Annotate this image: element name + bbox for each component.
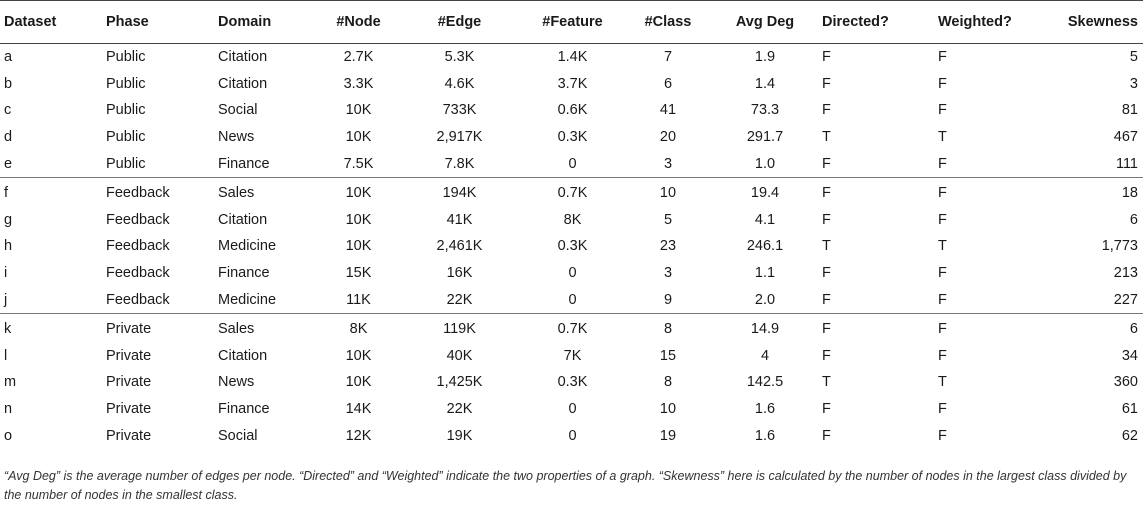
table-cell: Public — [106, 155, 146, 172]
table-cell: Citation — [218, 49, 268, 66]
table-cell: F — [822, 185, 831, 202]
table-cell: k — [4, 321, 12, 338]
header-row — [0, 1, 1143, 44]
table-cell: 111 — [1115, 155, 1138, 172]
table-row — [0, 44, 1143, 71]
table-cell: d — [4, 129, 13, 146]
table-cell: F — [822, 49, 831, 66]
table-cell: Citation — [218, 75, 268, 92]
table-cell: Feedback — [106, 291, 170, 308]
table-cell: 2.7K — [343, 49, 374, 66]
table-row — [0, 71, 1143, 98]
table-cell: 0 — [568, 155, 577, 172]
table-cell: l — [4, 347, 8, 364]
header-cell: Weighted? — [938, 14, 1012, 30]
table-row — [0, 396, 1143, 423]
table-cell: 15K — [345, 265, 372, 282]
table-cell: Private — [106, 427, 152, 444]
table-cell: o — [4, 427, 13, 444]
table-cell: 360 — [1113, 374, 1138, 391]
table-cell: Sales — [218, 321, 255, 338]
table-cell: 19K — [446, 427, 473, 444]
header-cell: Skewness — [1067, 14, 1138, 30]
table-cell: 12K — [345, 427, 372, 444]
table-row — [0, 422, 1143, 449]
table-cell: Public — [106, 49, 146, 66]
table-cell: F — [938, 185, 947, 202]
table-cell: T — [938, 374, 947, 391]
table-cell: 467 — [1113, 129, 1138, 146]
table-cell: Finance — [218, 155, 270, 172]
table-cell: F — [938, 427, 947, 444]
table-row — [0, 369, 1143, 396]
table-cell: a — [4, 49, 13, 66]
table-cell: 8K — [563, 211, 582, 228]
table-cell: i — [4, 265, 8, 282]
table-cell: 41K — [446, 211, 473, 228]
table-cell: 7K — [563, 347, 582, 364]
table-cell: e — [4, 155, 13, 172]
table-row — [0, 150, 1143, 177]
table-row — [0, 233, 1143, 260]
table-cell: 2,461K — [436, 238, 483, 255]
table-cell: Public — [106, 75, 146, 92]
table-cell: Finance — [218, 401, 270, 418]
table-cell: F — [938, 49, 947, 66]
table-cell: 2,917K — [436, 129, 483, 146]
table-cell: Social — [218, 427, 258, 444]
table-cell: 8K — [349, 321, 368, 338]
table-cell: f — [4, 185, 9, 202]
table-cell: 5 — [663, 211, 673, 228]
table-cell: 3 — [663, 265, 673, 282]
table-cell: 6 — [663, 75, 673, 92]
table-cell: 1.9 — [754, 49, 776, 66]
table-cell: 10K — [345, 185, 372, 202]
table-cell: F — [822, 75, 831, 92]
table-cell: 14.9 — [750, 321, 780, 338]
table-cell: T — [822, 238, 831, 255]
table-cell: News — [218, 129, 255, 146]
table-cell: 20 — [659, 129, 677, 146]
table-cell: 1.4K — [557, 49, 588, 66]
header-cell: #Edge — [437, 14, 482, 30]
table-cell: F — [822, 265, 831, 282]
table-cell: 3 — [663, 155, 673, 172]
table-cell: 41 — [659, 102, 677, 119]
table-cell: 119K — [443, 321, 476, 338]
table-cell: n — [4, 401, 13, 418]
table-cell: F — [938, 291, 947, 308]
table-cell: 34 — [1121, 347, 1138, 364]
table-cell: 4.1 — [754, 211, 776, 228]
table-cell: 62 — [1121, 427, 1138, 444]
table-cell: Private — [106, 401, 152, 418]
table-cell: 0 — [568, 265, 577, 282]
table-cell: 1.0 — [754, 155, 776, 172]
table-cell: 213 — [1113, 265, 1138, 282]
table-cell: 16K — [446, 265, 473, 282]
table-cell: 5.3K — [444, 49, 475, 66]
table-cell: 7.8K — [444, 155, 475, 172]
table-footnote: “Avg Deg” is the average number of edges per node. “Directed” and “Weighted” indicate the two properties of a graph. “Skewness” here is calculated by the number of nodes in the largest class divided by the number of nodes in the smallest class. — [4, 469, 1127, 502]
table-cell: 1,425K — [436, 374, 483, 391]
table-cell: 81 — [1121, 102, 1138, 119]
table-cell: Feedback — [106, 185, 170, 202]
table-cell: 142.5 — [746, 374, 784, 391]
table-cell: 10K — [345, 374, 372, 391]
table-cell: 10 — [659, 401, 677, 418]
table-cell: 194K — [442, 185, 477, 202]
table-cell: Feedback — [106, 265, 170, 282]
table-cell: F — [938, 75, 947, 92]
header-cell: #Feature — [542, 14, 603, 30]
table-row — [0, 124, 1143, 151]
table-cell: c — [4, 102, 12, 119]
table-cell: 23 — [659, 238, 677, 255]
table-cell: 14K — [345, 401, 372, 418]
table-cell: F — [822, 291, 831, 308]
table-cell: T — [938, 238, 947, 255]
table-cell: Sales — [218, 185, 255, 202]
table-cell: 1.4 — [754, 75, 776, 92]
header-cell: Avg Deg — [735, 14, 795, 30]
table-cell: Private — [106, 347, 152, 364]
table-cell: 1.6 — [754, 427, 776, 444]
header-cell: #Node — [336, 14, 381, 30]
table-cell: F — [938, 347, 947, 364]
table-cell: F — [822, 347, 831, 364]
table-row — [0, 343, 1143, 370]
table-row — [0, 313, 1143, 342]
table-cell: Medicine — [218, 238, 277, 255]
table-cell: 0 — [568, 291, 577, 308]
table-cell: Finance — [218, 265, 270, 282]
table-cell: 1.1 — [754, 265, 776, 282]
table-body — [0, 44, 1143, 449]
table-cell: 0.7K — [557, 185, 588, 202]
table-cell: 8 — [663, 374, 673, 391]
table-cell: 4 — [760, 347, 770, 364]
table-row — [0, 286, 1143, 313]
table-cell: 0.3K — [557, 129, 588, 146]
table-cell: Feedback — [106, 211, 170, 228]
table-cell: 18 — [1121, 185, 1138, 202]
table-cell: Feedback — [106, 238, 170, 255]
table-cell: F — [938, 211, 947, 228]
table-cell: 1.6 — [754, 401, 776, 418]
table-cell: 10K — [345, 102, 372, 119]
table-cell: 8 — [663, 321, 673, 338]
table-cell: F — [938, 401, 947, 418]
table-cell: F — [938, 155, 947, 172]
table-cell: 6 — [1129, 321, 1138, 338]
table-cell: News — [218, 374, 255, 391]
table-cell: 246.1 — [746, 238, 784, 255]
table-cell: 2.0 — [754, 291, 776, 308]
table-cell: 0.6K — [557, 102, 588, 119]
header-cell: #Class — [644, 14, 692, 30]
table-cell: 7 — [663, 49, 673, 66]
table-cell: m — [4, 374, 17, 391]
table-cell: 733K — [442, 102, 477, 119]
table-cell: F — [938, 102, 947, 119]
table-cell: 0.7K — [557, 321, 588, 338]
table-cell: F — [822, 401, 831, 418]
table-cell: 61 — [1121, 401, 1138, 418]
table-cell: Private — [106, 321, 152, 338]
table-cell: Public — [106, 102, 146, 119]
table-cell: h — [4, 238, 13, 255]
table-cell: F — [938, 265, 947, 282]
table-row — [0, 260, 1143, 287]
table-cell: F — [938, 321, 947, 338]
table-cell: Medicine — [218, 291, 277, 308]
table-cell: 1,773 — [1101, 238, 1138, 255]
table-cell: 3.3K — [343, 75, 374, 92]
table-cell: 3.7K — [557, 75, 588, 92]
table-cell: F — [822, 321, 831, 338]
table-cell: 0 — [568, 427, 577, 444]
table-cell: 10K — [345, 211, 372, 228]
header-cell: Directed? — [822, 14, 889, 30]
table-cell: 73.3 — [750, 102, 780, 119]
table-row — [0, 97, 1143, 124]
header-cell: Domain — [218, 14, 272, 30]
table-cell: Public — [106, 129, 146, 146]
table-cell: F — [822, 102, 831, 119]
table-cell: 10K — [345, 129, 372, 146]
table-cell: 22K — [446, 291, 473, 308]
table-cell: b — [4, 75, 13, 92]
table-cell: T — [938, 129, 947, 146]
table-cell: 5 — [1129, 49, 1138, 66]
table-cell: 0 — [568, 401, 577, 418]
table-cell: 22K — [446, 401, 473, 418]
table-cell: Social — [218, 102, 258, 119]
table-cell: Citation — [218, 347, 268, 364]
table-cell: g — [4, 211, 13, 228]
table-row — [0, 177, 1143, 206]
table-cell: 6 — [1129, 211, 1138, 228]
table-cell: F — [822, 155, 831, 172]
table-cell: 9 — [663, 291, 673, 308]
table-cell: F — [822, 427, 831, 444]
table-row — [0, 207, 1143, 234]
table-cell: Citation — [218, 211, 268, 228]
header-cell: Dataset — [4, 14, 57, 30]
table-cell: 0.3K — [557, 374, 588, 391]
table-cell: 19 — [659, 427, 677, 444]
table-cell: 0.3K — [557, 238, 588, 255]
table-cell: 10 — [659, 185, 677, 202]
table-cell: 291.7 — [746, 129, 784, 146]
header-cell: Phase — [106, 14, 149, 30]
table-cell: 40K — [446, 347, 473, 364]
table-cell: 3 — [1129, 75, 1138, 92]
table-cell: j — [4, 291, 8, 308]
table-cell: 11K — [346, 291, 371, 308]
table-cell: F — [822, 211, 831, 228]
table-cell: Private — [106, 374, 152, 391]
table-cell: 10K — [345, 347, 372, 364]
table-cell: 10K — [345, 238, 372, 255]
table-cell: 15 — [659, 347, 677, 364]
table-cell: 19.4 — [750, 185, 780, 202]
table-cell: T — [822, 129, 831, 146]
table-cell: T — [822, 374, 831, 391]
table-cell: 7.5K — [343, 155, 374, 172]
table-cell: 227 — [1113, 291, 1138, 308]
table-cell: 4.6K — [444, 75, 475, 92]
